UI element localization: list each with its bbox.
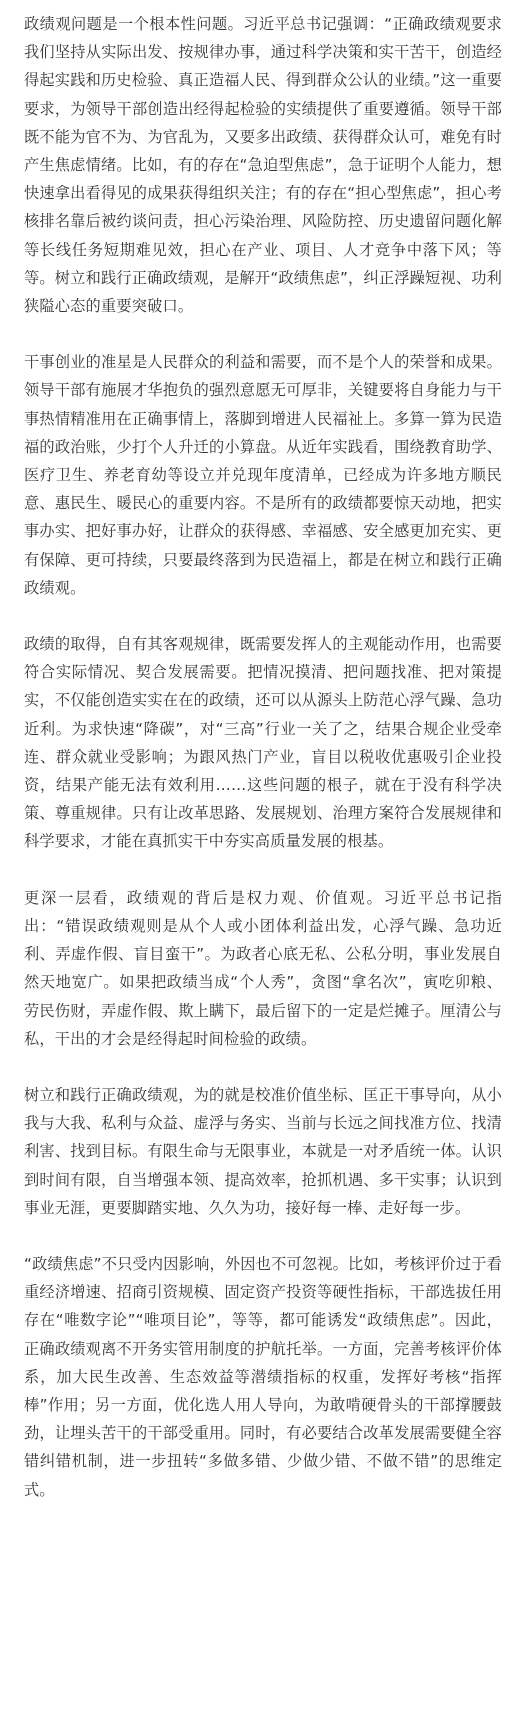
paragraph-people-interest: 干事创业的准星是人民群众的利益和需要，而不是个人的荣誉和成果。领导干部有施展才华抱负的强烈意愿无可厚非，关键要将自身能力与干事热情精准用在正确事情上，落脚到增进人民福祉上。多算一算为民造福的政治账，少打个人升迁的小算盘。从近年实践看，围绕教育助学、医疗卫生、养老育幼等设立并兑现年度清单，已经成为许多地方顺民意、惠民生、暖民心的重要内容。不是所有的政绩都要惊天动地，把实事办实、把好事办好，让群众的获得感、幸福感、安全感更加充实、更有保障、更可持续，只要最终落到为民造福上，都是在树立和践行正确政绩观。 [24, 353, 502, 597]
paragraph-objective-laws: 政绩的取得，自有其客观规律，既需要发挥人的主观能动作用，也需要符合实际情况、契合发展需要。把情况摸清、把问题找准、把对策提实，不仅能创造实实在在的政绩，还可以从源头上防范心浮气躁、急功近利。为求快速“降碳”，对“三高”行业一关了之，结果合规企业受牵连、群众就业受影响；为跟风热门产业，盲目以税收优惠吸引企业投资，结果产能无法有效利用……这些问题的根子，就在于没有科学决策、尊重规律。只有让改革思路、发展规划、治理方案符合发展规律和科学要求，才能在真抓实干中夯实高质量发展的根基。 [24, 635, 502, 851]
article-body [24, 10, 502, 1504]
paragraph-institutional-support: “政绩焦虑”不只受内因影响，外因也不可忽视。比如，考核评价过于看重经济增速、招商引资规模、固定资产投资等硬性指标，干部选拔任用存在“唯数字论”“唯项目论”，等等，都可能诱发“政绩焦虑”。因此，正确政绩观离不开务实管用制度的护航托举。一方面，完善考核评价体系，加大民生改善、生态效益等潜绩指标的权重，发挥好考核“指挥棒”作用；另一方面，优化选人用人导向，为敢啃硬骨头的干部撑腰鼓劲，让埋头苦干的干部受重用。同时，有必要结合改革发展需要健全容错纠错机制，进一步扭转“多做多错、少做少错、不做不错”的思维定式。 [24, 1254, 502, 1499]
paragraph-power-values: 更深一层看，政绩观的背后是权力观、价值观。习近平总书记指出：“错误政绩观则是从个人或小团体利益出发，心浮气躁、急功近利、弄虚作假、盲目蛮干”。为政者心底无私、公私分明，事业发展自然天地宽广。如果把政绩当成“个人秀”，贪图“拿名次”，寅吃卯粮、劳民伤财，弄虚作假、欺上瞒下，最后留下的一定是烂摊子。厘清公与私，干出的才会是经得起时间检验的政绩。 [24, 888, 502, 1048]
paragraph-political-achievement-view: 政绩观问题是一个根本性问题。习近平总书记强调：“正确政绩观要求我们坚持从实际出发、按规律办事，通过科学决策和实干苦干，创造经得起实践和历史检验、真正造福人民、得到群众公认的业绩。”这一重要要求，为领导干部创造出经得起检验的实绩提供了重要遵循。领导干部既不能为官不为、为官乱为，又要多出政绩、获得群众认可，难免有时产生焦虑情绪。比如，有的存在“急迫型焦虑”，急于证明个人能力，想快速拿出看得见的成果获得组织关注；有的存在“担心型焦虑”，担心考核排名靠后被约谈问责，担心污染治理、风险防控、历史遗留问题化解等长线任务短期难见效，担心在产业、项目、人才竞争中落下风；等等。树立和践行正确政绩观，是解开“政绩焦虑”，纠正浮躁短视、功利狭隘心态的重要突破口。 [24, 15, 502, 316]
paragraph-value-coordinates: 树立和践行正确政绩观，为的就是校准价值坐标、匡正干事导向，从小我与大我、私利与众益、虚浮与务实、当前与长远之间找准方位、找清利害、找到目标。有限生命与无限事业，本就是一对矛盾统一体。认识到时间有限，自当增强本领、提高效率，抢抓机遇、多干实事；认识到事业无涯，更要脚踏实地、久久为功，接好每一棒、走好每一步。 [24, 1085, 502, 1217]
